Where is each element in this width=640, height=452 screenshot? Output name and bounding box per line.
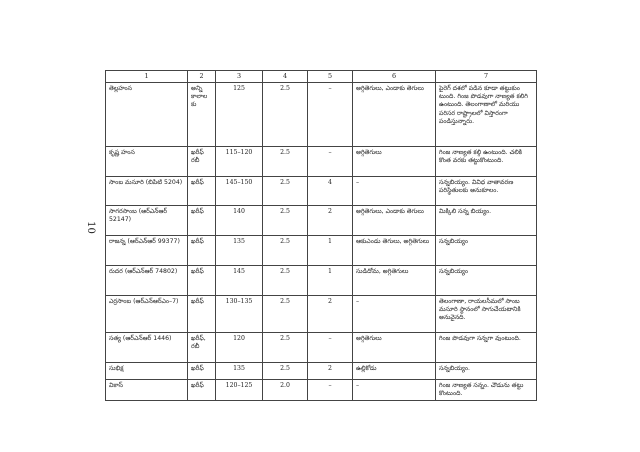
cell-col-4: 2.5 — [263, 362, 308, 379]
cell-col-3: 130–135 — [216, 295, 263, 332]
rice-varieties-table — [105, 70, 537, 401]
cell-col-2: ఖరీఫ్, రబీ — [188, 332, 216, 362]
cell-col-7: సన్నబియ్యం. వివిధ వాతావరణ పరిస్థితులకు అనుకూలం. — [436, 176, 537, 205]
header-cell: 5 — [308, 71, 353, 83]
cell-col-5: 2 — [308, 295, 353, 332]
table-row — [106, 332, 537, 362]
table-row — [106, 176, 537, 205]
cell-col-6: అగ్గితెగులు, ఎండాకు తెగులు — [353, 205, 436, 235]
cell-col-7: సన్నబియ్యం. — [436, 362, 537, 379]
cell-col-7: పైరెగ్ దశలో పడిన కూడా తట్టుకుం టుంది. గింజ పొడవుగా నాణ్యత కలిగి ఉంటుంది. తెలంగాణాలో మరియు పరిసర రాష్ట్రాలలో విస్తారంగా పండిస్తున్నారు. — [436, 82, 537, 146]
cell-col-1: కృష్ణ హంస — [106, 146, 188, 176]
cell-col-6: ఉల్లికోడు — [353, 362, 436, 379]
header-cell: 4 — [263, 71, 308, 83]
cell-col-4: 2.5 — [263, 82, 308, 146]
cell-col-3: 125 — [216, 82, 263, 146]
cell-col-6: – — [353, 379, 436, 401]
cell-col-5: – — [308, 379, 353, 401]
table-row — [106, 146, 537, 176]
cell-col-7: తెలంగాణా, రాయలసీమలో సాంబ మసూరి స్థానంలో సాగుచేయటానికి అనువైనది. — [436, 295, 537, 332]
cell-col-7: గింజ నాణ్యత కల్గి ఉంటుంది. చలికి కొంత వరకు తట్టుకొంటుంది. — [436, 146, 537, 176]
header-row — [106, 71, 537, 83]
cell-col-4: 2.5 — [263, 332, 308, 362]
cell-col-1: సాంబ మసూరి (బిపిటి 5204) — [106, 176, 188, 205]
cell-col-4: 2.5 — [263, 295, 308, 332]
cell-col-2: ఖరీఫ్ — [188, 295, 216, 332]
table-row — [106, 205, 537, 235]
cell-col-1: రుదర (ఆర్‌ఎన్‌ఆర్ 74802) — [106, 265, 188, 295]
cell-col-2: అన్ని కాలాలకు — [188, 82, 216, 146]
cell-col-5: – — [308, 332, 353, 362]
cell-col-7: సన్నబియ్యం — [436, 265, 537, 295]
cell-col-3: 145 — [216, 265, 263, 295]
cell-col-4: 2.5 — [263, 205, 308, 235]
page-number: 10 — [84, 221, 96, 234]
cell-col-6: అగ్గితెగులు, ఎండాకు తెగులు — [353, 82, 436, 146]
table-row — [106, 235, 537, 265]
cell-col-6: అగ్గితెగులు — [353, 332, 436, 362]
cell-col-5: – — [308, 82, 353, 146]
cell-col-4: 2.5 — [263, 265, 308, 295]
cell-col-6: సుడిదోమ, అగ్గితెగులు — [353, 265, 436, 295]
cell-col-5: 1 — [308, 235, 353, 265]
cell-col-1: వికాస్ — [106, 379, 188, 401]
table-row — [106, 265, 537, 295]
cell-col-2: ఖరీఫ్ — [188, 176, 216, 205]
cell-col-3: 140 — [216, 205, 263, 235]
cell-col-3: 120–125 — [216, 379, 263, 401]
header-cell: 2 — [188, 71, 216, 83]
cell-col-6: ఆకుఎండు తెగులు, అగ్గితెగులు — [353, 235, 436, 265]
cell-col-2: ఖరీఫ్ రబీ — [188, 146, 216, 176]
cell-col-6: – — [353, 176, 436, 205]
cell-col-7: గింజ పొడవుగా సన్నగా వుంటుంది. — [436, 332, 537, 362]
table-row — [106, 82, 537, 146]
table-row — [106, 362, 537, 379]
cell-col-3: 115–120 — [216, 146, 263, 176]
cell-col-1: సుభిక్ష — [106, 362, 188, 379]
cell-col-3: 135 — [216, 362, 263, 379]
table-row — [106, 379, 537, 401]
cell-col-1: తెల్లహంస — [106, 82, 188, 146]
cell-col-5: 2 — [308, 362, 353, 379]
header-cell: 6 — [353, 71, 436, 83]
header-cell: 7 — [436, 71, 537, 83]
cell-col-5: – — [308, 146, 353, 176]
cell-col-1: ఎర్రసాంబ (ఆర్‌ఎన్‌ఆర్‌ఎం–7) — [106, 295, 188, 332]
cell-col-1: సాగరసాంబ (ఆర్‌ఎన్‌ఆర్ 52147) — [106, 205, 188, 235]
cell-col-5: 4 — [308, 176, 353, 205]
cell-col-2: ఖరీఫ్ — [188, 362, 216, 379]
cell-col-3: 135 — [216, 235, 263, 265]
cell-col-2: ఖరీఫ్ — [188, 205, 216, 235]
cell-col-1: రాజన్న (ఆర్‌ఎన్‌ఆర్ 99377) — [106, 235, 188, 265]
cell-col-1: సత్య (ఆర్‌ఎన్‌ఆర్ 1446) — [106, 332, 188, 362]
cell-col-5: 1 — [308, 265, 353, 295]
cell-col-7: సన్నబియ్యం — [436, 235, 537, 265]
table-row — [106, 295, 537, 332]
cell-col-2: ఖరీఫ్ — [188, 265, 216, 295]
cell-col-4: 2.5 — [263, 146, 308, 176]
cell-col-3: 145–150 — [216, 176, 263, 205]
cell-col-5: 2 — [308, 205, 353, 235]
cell-col-3: 120 — [216, 332, 263, 362]
cell-col-6: – — [353, 295, 436, 332]
cell-col-7: మిక్కిలి సన్న బియ్యం. — [436, 205, 537, 235]
cell-col-2: ఖరీఫ్ — [188, 379, 216, 401]
cell-col-7: గింజ నాణ్యత సన్నం. చౌడును తట్టు కొంటుంది. — [436, 379, 537, 401]
header-cell: 3 — [216, 71, 263, 83]
cell-col-4: 2.0 — [263, 379, 308, 401]
cell-col-6: అగ్గితెగులు — [353, 146, 436, 176]
cell-col-4: 2.5 — [263, 235, 308, 265]
cell-col-4: 2.5 — [263, 176, 308, 205]
cell-col-2: ఖరీఫ్ — [188, 235, 216, 265]
header-cell: 1 — [106, 71, 188, 83]
